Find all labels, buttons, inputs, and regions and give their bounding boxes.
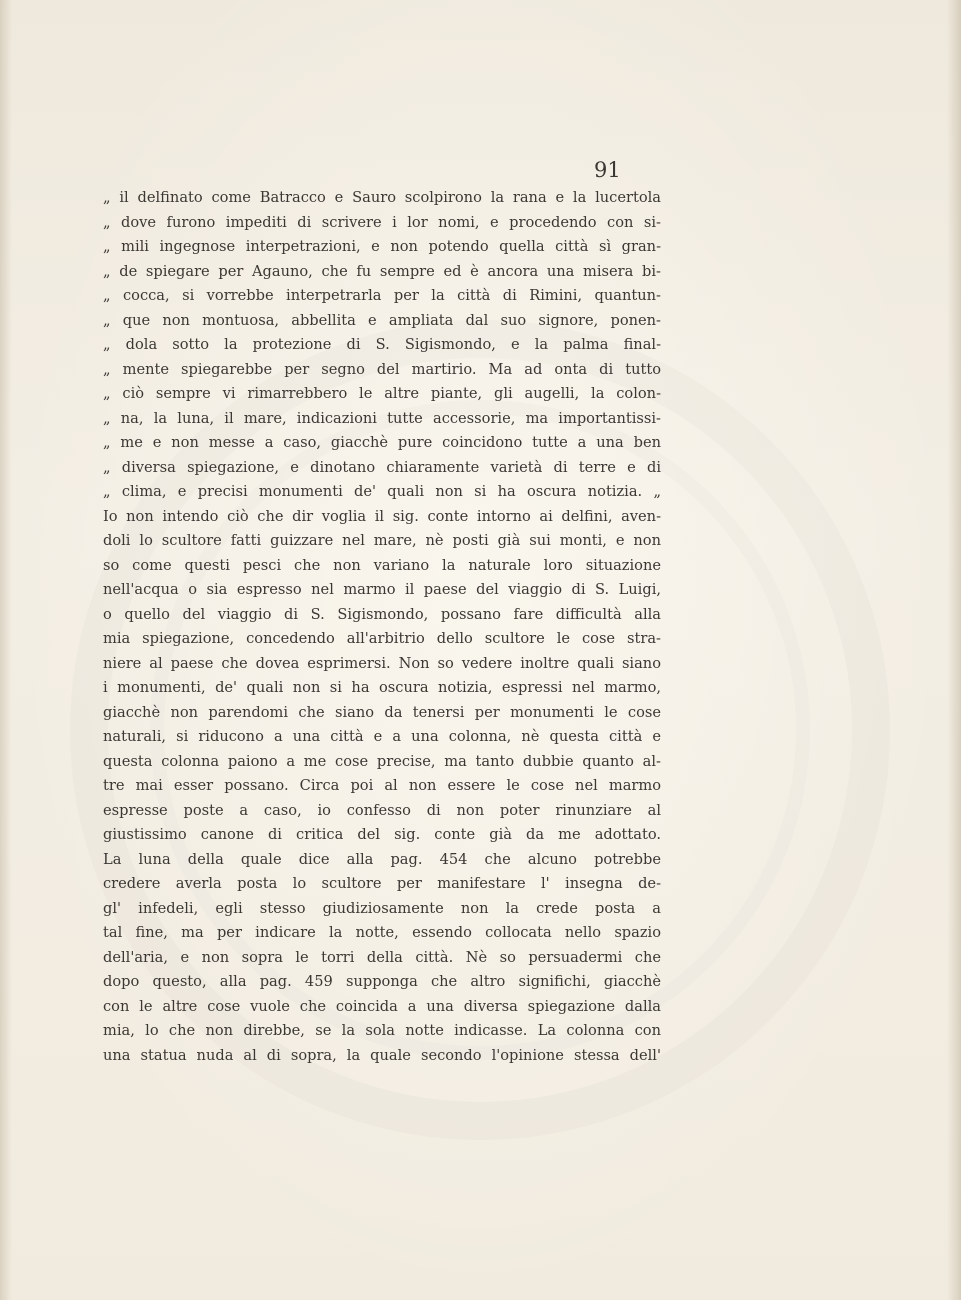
page-edge-right xyxy=(947,0,961,1300)
text-line: „ clima, e precisi monumenti de' quali non si ha oscura notizia. „ xyxy=(103,483,661,500)
text-line: dell'aria, e non sopra le torri della città. Nè so persuadermi che xyxy=(103,948,661,966)
text-line: nell'acqua o sia espresso nel marmo il paese del viaggio di S. Luigi, xyxy=(103,581,661,598)
text-line: doli lo scultore fatti guizzare nel mare, nè posti già sui monti, e non xyxy=(103,532,661,549)
text-line: „ na, la luna, il mare, indicazioni tutte accessorie, ma importantissi- xyxy=(103,409,661,427)
page-number: 91 xyxy=(594,158,621,182)
text-line: „ dola sotto la protezione di S. Sigismondo, e la palma final- xyxy=(103,336,661,353)
text-line: giacchè non parendomi che siano da tenersi per monumenti le cose xyxy=(103,703,661,721)
text-line: i monumenti, de' quali non si ha oscura notizia, espressi nel marmo, xyxy=(103,679,661,696)
text-line: La luna della quale dice alla pag. 454 che alcuno potrebbe xyxy=(103,850,661,868)
text-line: „ diversa spiegazione, e dinotano chiaramente varietà di terre e di xyxy=(103,458,661,476)
text-line: mia, lo che non direbbe, se la sola notte indicasse. La colonna con xyxy=(103,1022,661,1039)
text-line: gl' infedeli, egli stesso giudiziosamente non la crede posta a xyxy=(103,899,661,917)
text-line: tre mai esser possano. Circa poi al non essere le cose nel marmo xyxy=(103,777,661,794)
text-line: so come questi pesci che non variano la naturale loro situazione xyxy=(103,556,661,574)
text-line: o quello del viaggio di S. Sigismondo, possano fare difficultà alla xyxy=(103,605,661,623)
text-line: naturali, si riducono a una città e a una colonna, nè questa città e xyxy=(103,728,661,745)
text-line: „ me e non messe a caso, giacchè pure coincidono tutte a una ben xyxy=(103,434,661,451)
text-line: una statua nuda al di sopra, la quale secondo l'opinione stessa dell' xyxy=(103,1046,661,1064)
text-line: „ que non montuosa, abbellita e ampliata dal suo signore, ponen- xyxy=(103,311,661,329)
text-line: „ mente spiegarebbe per segno del martirio. Ma ad onta di tutto xyxy=(103,360,661,378)
body-text xyxy=(103,186,661,1068)
text-line: „ mili ingegnose interpetrazioni, e non potendo quella città sì gran- xyxy=(103,238,661,255)
text-line: tal fine, ma per indicare la notte, essendo collocata nello spazio xyxy=(103,924,661,941)
text-line: espresse poste a caso, io confesso di non poter rinunziare al xyxy=(103,801,661,819)
text-line: con le altre cose vuole che coincida a una diversa spiegazione dalla xyxy=(103,997,661,1015)
text-line: „ de spiegare per Agauno, che fu sempre ed è ancora una misera bi- xyxy=(103,262,661,280)
text-line: mia spiegazione, concedendo all'arbitrio dello scultore le cose stra- xyxy=(103,630,661,647)
text-line: „ cocca, si vorrebbe interpetrarla per la città di Rimini, quantun- xyxy=(103,287,661,304)
text-line: „ il delfinato come Batracco e Sauro scolpirono la rana e la lucertola xyxy=(103,189,661,206)
text-line: dopo questo, alla pag. 459 supponga che altro significhi, giacchè xyxy=(103,973,661,990)
text-line: giustissimo canone di critica del sig. conte già da me adottato. xyxy=(103,826,661,843)
text-line: credere averla posta lo scultore per manifestare l' insegna de- xyxy=(103,875,661,892)
text-line: „ ciò sempre vi rimarrebbero le altre piante, gli augelli, la colon- xyxy=(103,385,661,402)
text-line: „ dove furono impediti di scrivere i lor nomi, e procedendo con si- xyxy=(103,213,661,231)
text-line: questa colonna paiono a me cose precise, ma tanto dubbie quanto al- xyxy=(103,752,661,770)
text-line: niere al paese che dovea esprimersi. Non so vedere inoltre quali siano xyxy=(103,654,661,672)
text-line: Io non intendo ciò che dir voglia il sig. conte intorno ai delfini, aven- xyxy=(103,507,661,525)
page-edge-left xyxy=(0,0,12,1300)
